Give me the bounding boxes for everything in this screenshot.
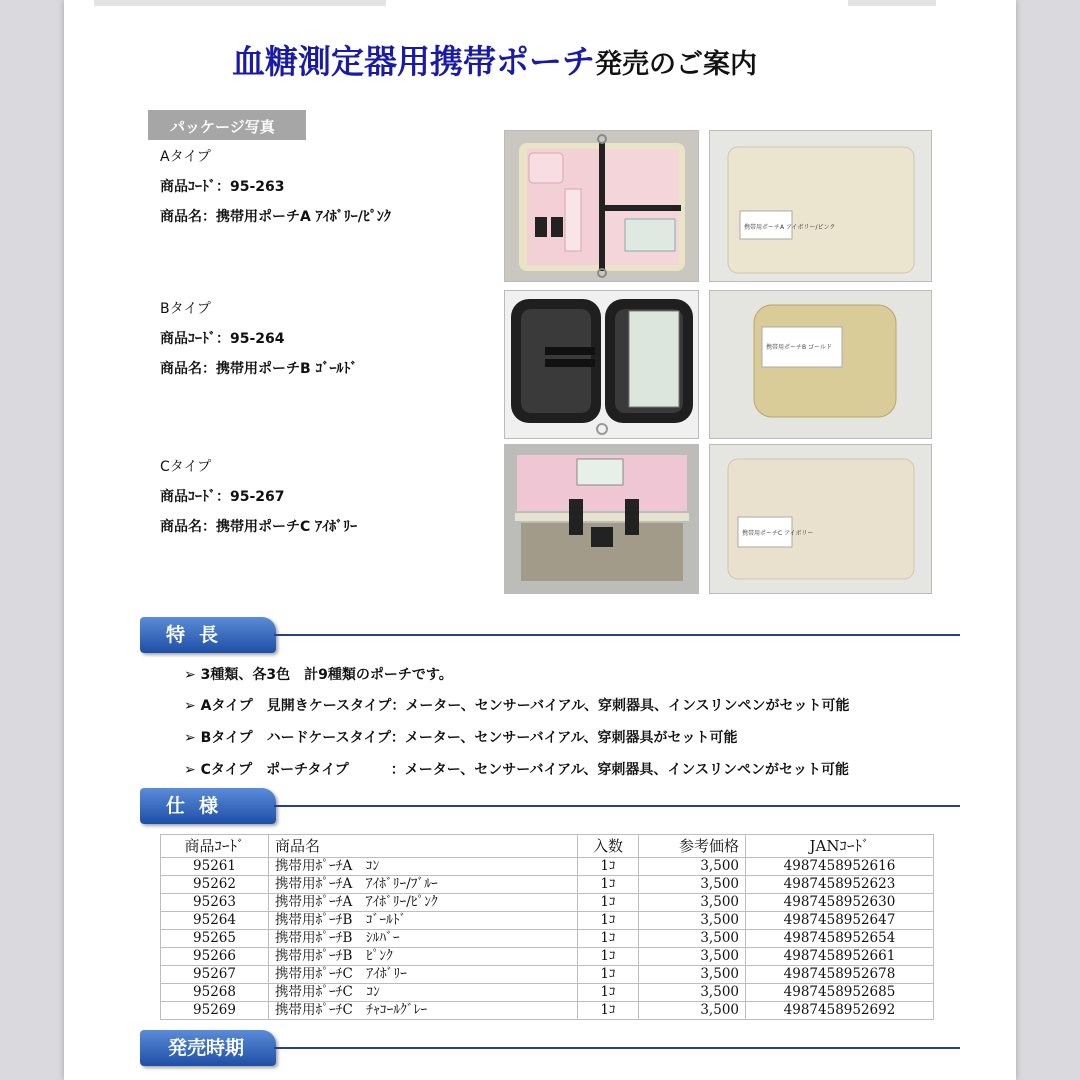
- header-jan: JANｺｰﾄﾞ: [746, 835, 934, 858]
- cell-price: 3,500: [639, 930, 746, 948]
- cell-qty: 1ｺ: [578, 912, 639, 930]
- pouch-a-package-image: [710, 131, 931, 281]
- photo-type-a-package: [709, 130, 932, 282]
- cell-name: 携帯用ﾎﾟｰﾁC ｱｲﾎﾞﾘｰ: [269, 966, 578, 984]
- type-a-info: [160, 142, 391, 232]
- header-price: 参考価格: [639, 835, 746, 858]
- cell-jan: 4987458952647: [746, 912, 934, 930]
- cell-code: 95264: [161, 912, 269, 930]
- photo-type-c-package: [709, 444, 932, 594]
- cell-name: 携帯用ﾎﾟｰﾁC ｺﾝ: [269, 984, 578, 1002]
- table-row: [161, 948, 934, 966]
- cell-jan: 4987458952616: [746, 858, 934, 876]
- title-sub: 発売のご案内: [595, 49, 757, 80]
- photo-type-b-open: [504, 290, 699, 439]
- cell-qty: 1ｺ: [578, 894, 639, 912]
- cell-name: 携帯用ﾎﾟｰﾁC ﾁｬｺｰﾙｸﾞﾚｰ: [269, 1002, 578, 1020]
- header-qty: 入数: [578, 835, 639, 858]
- cell-price: 3,500: [639, 966, 746, 984]
- table-row: [161, 984, 934, 1002]
- table-row: [161, 858, 934, 876]
- cell-code: 95262: [161, 876, 269, 894]
- feature-item: ➢ Bタイプ ハードケースタイプ：メーター、センサーバイアル、穿刺器具がセット可能: [184, 730, 738, 746]
- cell-qty: 1ｺ: [578, 1002, 639, 1020]
- package-photo-label: パッケージ写真: [148, 110, 306, 140]
- release-heading: 発売時期: [140, 1030, 276, 1066]
- feature-item: ➢ 3種類、各3色 計9種類のポーチです。: [184, 667, 453, 683]
- cell-qty: 1ｺ: [578, 948, 639, 966]
- photo-type-c-open: [504, 444, 699, 594]
- cell-name: 携帯用ﾎﾟｰﾁA ｱｲﾎﾞﾘｰ/ﾌﾞﾙｰ: [269, 876, 578, 894]
- type-b-name: Bタイプ: [160, 301, 211, 317]
- cell-price: 3,500: [639, 1002, 746, 1020]
- features-heading: 特長: [140, 617, 276, 653]
- table-row: [161, 966, 934, 984]
- type-a-product: 商品名：携帯用ポーチA ｱｲﾎﾞﾘｰ/ﾋﾟﾝｸ: [160, 209, 391, 225]
- cell-price: 3,500: [639, 858, 746, 876]
- cell-jan: 4987458952692: [746, 1002, 934, 1020]
- cell-price: 3,500: [639, 912, 746, 930]
- cell-name: 携帯用ﾎﾟｰﾁA ｱｲﾎﾞﾘｰ/ﾋﾟﾝｸ: [269, 894, 578, 912]
- type-a-code: 商品ｺｰﾄﾞ：95-263: [160, 179, 285, 195]
- feature-item: ➢ Aタイプ 見開きケースタイプ：メーター、センサーバイアル、穿刺器具、インスリンペンがセット可能: [184, 698, 850, 714]
- spec-divider: [274, 805, 960, 807]
- cell-qty: 1ｺ: [578, 876, 639, 894]
- table-row: [161, 1002, 934, 1020]
- spec-table: [160, 834, 934, 1020]
- type-c-product: 商品名：携帯用ポーチC ｱｲﾎﾞﾘｰ: [160, 519, 358, 535]
- type-c-name: Cタイプ: [160, 459, 212, 475]
- pouch-a-open-image: [505, 131, 698, 281]
- cell-qty: 1ｺ: [578, 858, 639, 876]
- cell-price: 3,500: [639, 984, 746, 1002]
- header-name: 商品名: [269, 835, 578, 858]
- cell-code: 95265: [161, 930, 269, 948]
- photo-b-label-text: 携帯用ポーチB ゴールド: [766, 344, 832, 351]
- spec-heading: 仕様: [140, 788, 276, 824]
- cell-jan: 4987458952678: [746, 966, 934, 984]
- cell-name: 携帯用ﾎﾟｰﾁB ｺﾞｰﾙﾄﾞ: [269, 912, 578, 930]
- cell-price: 3,500: [639, 876, 746, 894]
- page-title: [232, 36, 757, 83]
- top-border: [848, 0, 936, 6]
- document-page: [64, 0, 1016, 1080]
- cell-code: 95268: [161, 984, 269, 1002]
- type-a-name: Aタイプ: [160, 149, 211, 165]
- top-border: [94, 0, 386, 6]
- cell-jan: 4987458952685: [746, 984, 934, 1002]
- pouch-b-open-image: [505, 291, 698, 438]
- photo-a-label-text: 携帯用ポーチA アイボリー/ピンク: [744, 224, 836, 231]
- cell-jan: 4987458952630: [746, 894, 934, 912]
- cell-qty: 1ｺ: [578, 984, 639, 1002]
- type-b-code: 商品ｺｰﾄﾞ：95-264: [160, 331, 285, 347]
- table-row: [161, 876, 934, 894]
- cell-code: 95266: [161, 948, 269, 966]
- cell-price: 3,500: [639, 894, 746, 912]
- cell-jan: 4987458952661: [746, 948, 934, 966]
- cell-code: 95269: [161, 1002, 269, 1020]
- cell-price: 3,500: [639, 948, 746, 966]
- title-main: 血糖測定器用携帯ポーチ: [232, 42, 595, 81]
- cell-name: 携帯用ﾎﾟｰﾁB ﾋﾟﾝｸ: [269, 948, 578, 966]
- photo-type-a-open: [504, 130, 699, 282]
- cell-code: 95261: [161, 858, 269, 876]
- pouch-c-open-image: [505, 445, 698, 593]
- pouch-b-package-image: [710, 291, 931, 438]
- cell-qty: 1ｺ: [578, 930, 639, 948]
- cell-name: 携帯用ﾎﾟｰﾁB ｼﾙﾊﾞｰ: [269, 930, 578, 948]
- table-row: [161, 894, 934, 912]
- cell-code: 95267: [161, 966, 269, 984]
- features-divider: [274, 634, 960, 636]
- photo-c-label-text: 携帯用ポーチC アイボリー: [742, 530, 814, 537]
- photo-type-b-package: [709, 290, 932, 439]
- type-c-info: [160, 452, 357, 542]
- type-b-info: [160, 294, 358, 384]
- header-code: 商品ｺｰﾄﾞ: [161, 835, 269, 858]
- feature-item: ➢ Cタイプ ポーチタイプ ：メーター、センサーバイアル、穿刺器具、インスリンペンがセット可能: [184, 762, 849, 778]
- spec-header-row: [161, 835, 934, 858]
- table-row: [161, 912, 934, 930]
- type-b-product: 商品名：携帯用ポーチB ｺﾞｰﾙﾄﾞ: [160, 361, 358, 377]
- cell-name: 携帯用ﾎﾟｰﾁA ｺﾝ: [269, 858, 578, 876]
- table-row: [161, 930, 934, 948]
- cell-jan: 4987458952623: [746, 876, 934, 894]
- cell-jan: 4987458952654: [746, 930, 934, 948]
- release-divider: [274, 1047, 960, 1049]
- cell-code: 95263: [161, 894, 269, 912]
- type-c-code: 商品ｺｰﾄﾞ：95-267: [160, 489, 285, 505]
- pouch-c-package-image: [710, 445, 931, 593]
- cell-qty: 1ｺ: [578, 966, 639, 984]
